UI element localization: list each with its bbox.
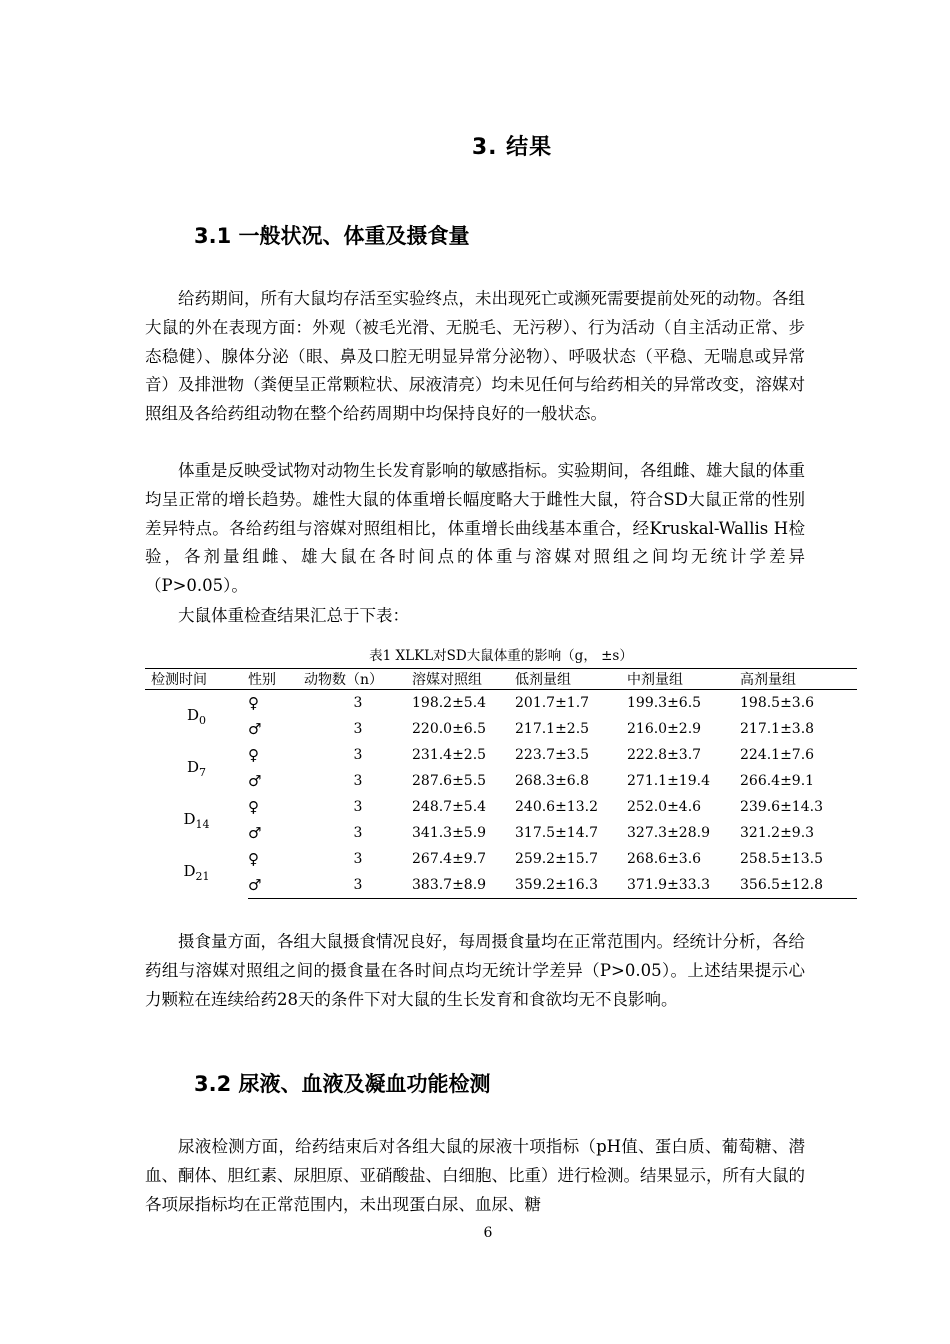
weight-value: 216.0±2.9 [627,721,702,737]
weight-value: 259.2±15.7 [515,851,598,867]
page-number: 6 [483,1225,493,1241]
weight-value: 359.2±16.3 [515,872,627,899]
weight-value: 327.3±28.9 [627,825,710,841]
table-row [145,872,857,899]
heading-3-1: 3.1 一般状况、体重及摄食量 [194,224,470,248]
time-point-cell [145,690,248,743]
weight-value: 271.1±19.4 [627,773,710,789]
header-time: 检测时间 [145,669,248,690]
time-point-subscript: 7 [199,765,207,779]
header-n: 动物数（n） [304,669,412,690]
paragraph-general-state: 给药期间，所有大鼠均存活至实验终点，未出现死亡或濒死需要提前处死的动物。各组大鼠的外在表现方面：外观（被毛光滑、无脱毛、无污秽）、行为活动（自主活动正常、步态稳健）、腺体分泌（眼、鼻及口腔无明显异常分泌物）、呼吸状态（平稳、无喘息或异常音）及排泄物（粪便呈正常颗粒状、尿液清亮）均未见任何与给药相关的异常改变，溶媒对照组及各给药组动物在整个给药周期中均保持良好的一般状态。 [145,289,805,424]
table-row [145,820,857,846]
animal-count: 3 [353,825,363,841]
paragraph-urine: 尿液检测方面，给药结束后对各组大鼠的尿液十项指标（pH值、蛋白质、葡萄糖、潜血、酮体、胆红素、尿胆原、亚硝酸盐、白细胞、比重）进行检测。结果显示，所有大鼠的各项尿指标均在正常范围内，未出现蛋白尿、血尿、糖 [145,1137,805,1214]
table-row [145,742,857,768]
weight-value: 224.1±7.6 [740,747,815,763]
weight-value: 220.0±6.5 [412,721,487,737]
animal-count: 3 [353,851,363,867]
male-symbol: ♂ [248,720,262,738]
animal-count: 3 [353,773,363,789]
paragraph-body-weight: 体重是反映受试物对动物生长发育影响的敏感指标。实验期间，各组雌、雄大鼠的体重均呈正常的增长趋势。雄性大鼠的体重增长幅度略大于雌性大鼠，符合SD大鼠正常的性别差异特点。各给药组与溶媒对照组相比，体重增长曲线基本重合，经Kruskal-Wallis H检验，各剂量组雌、雄大鼠在各时间点的体重与溶媒对照组之间均无统计学差异（P>0.05）。 [145,461,805,596]
table-row [145,794,857,820]
weight-value: 240.6±13.2 [515,799,598,815]
weight-value: 267.4±9.7 [412,851,487,867]
weight-value: 266.4±9.1 [740,773,815,789]
time-point-subscript: 14 [195,817,210,831]
header-high: 高剂量组 [740,669,857,690]
animal-count: 3 [353,695,363,711]
male-symbol: ♂ [248,772,262,790]
header-low: 低剂量组 [515,669,627,690]
female-symbol: ♀ [248,798,259,816]
weight-value: 383.7±8.9 [412,872,515,899]
paragraph-food-intake: 摄食量方面，各组大鼠摄食情况良好，每周摄食量均在正常范围内。经统计分析，各给药组与溶媒对照组之间的摄食量在各时间点均无统计学差异（P>0.05）。上述结果提示心力颗粒在连续给药28天的条件下对大鼠的生长发育和食欲均无不良影响。 [145,932,805,1009]
weight-value: 317.5±14.7 [515,825,598,841]
weight-value: 258.5±13.5 [740,851,823,867]
weight-value: 222.8±3.7 [627,747,702,763]
weight-value: 239.6±14.3 [740,799,823,815]
weight-value: 268.3±6.8 [515,773,590,789]
table-row [145,768,857,794]
time-point-label: D [183,809,196,828]
female-symbol: ♀ [248,746,259,764]
male-symbol: ♂ [248,872,304,899]
table-caption: 表1 XLKL对SD大鼠体重的影响（g， ±s） [369,648,633,664]
weight-value: 198.5±3.6 [740,695,815,711]
time-point-subscript: 21 [195,869,210,883]
table-row [145,846,857,872]
weight-value: 287.6±5.5 [412,773,487,789]
time-point-label: D [186,757,200,776]
male-symbol: ♂ [248,824,262,842]
paragraph-table-intro: 大鼠体重检查结果汇总于下表： [178,606,409,625]
time-point-label: D [183,861,196,880]
animal-count: 3 [353,721,363,737]
weight-value: 356.5±12.8 [740,872,857,899]
animal-count: 3 [353,747,363,763]
weight-value: 341.3±5.9 [412,825,487,841]
header-mid: 中剂量组 [627,669,740,690]
table-header-row [145,669,857,690]
weight-value: 248.7±5.4 [412,799,487,815]
body-weight-table [145,668,857,899]
weight-value: 371.9±33.3 [627,872,740,899]
section-title: 3. 结果 [471,135,553,160]
table-row [145,690,857,717]
time-point-cell [145,742,248,794]
animal-count: 3 [353,799,363,815]
weight-value: 217.1±2.5 [515,721,590,737]
weight-value: 201.7±1.7 [515,695,590,711]
weight-value: 252.0±4.6 [627,799,702,815]
time-point-cell [145,794,248,846]
weight-value: 321.2±9.3 [740,825,815,841]
time-point-subscript: 0 [199,713,207,727]
female-symbol: ♀ [248,694,259,712]
weight-value: 217.1±3.8 [740,721,815,737]
header-sex: 性别 [248,669,304,690]
animal-count: 3 [304,872,412,899]
weight-value: 199.3±6.5 [627,695,702,711]
time-point-label: D [186,705,200,724]
time-point-cell [145,846,248,899]
female-symbol: ♀ [248,850,259,868]
weight-value: 231.4±2.5 [412,747,487,763]
heading-3-2: 3.2 尿液、血液及凝血功能检测 [194,1072,491,1096]
weight-value: 268.6±3.6 [627,851,702,867]
weight-value: 198.2±5.4 [412,695,487,711]
table-row [145,716,857,742]
header-vehicle: 溶媒对照组 [412,669,515,690]
weight-value: 223.7±3.5 [515,747,590,763]
